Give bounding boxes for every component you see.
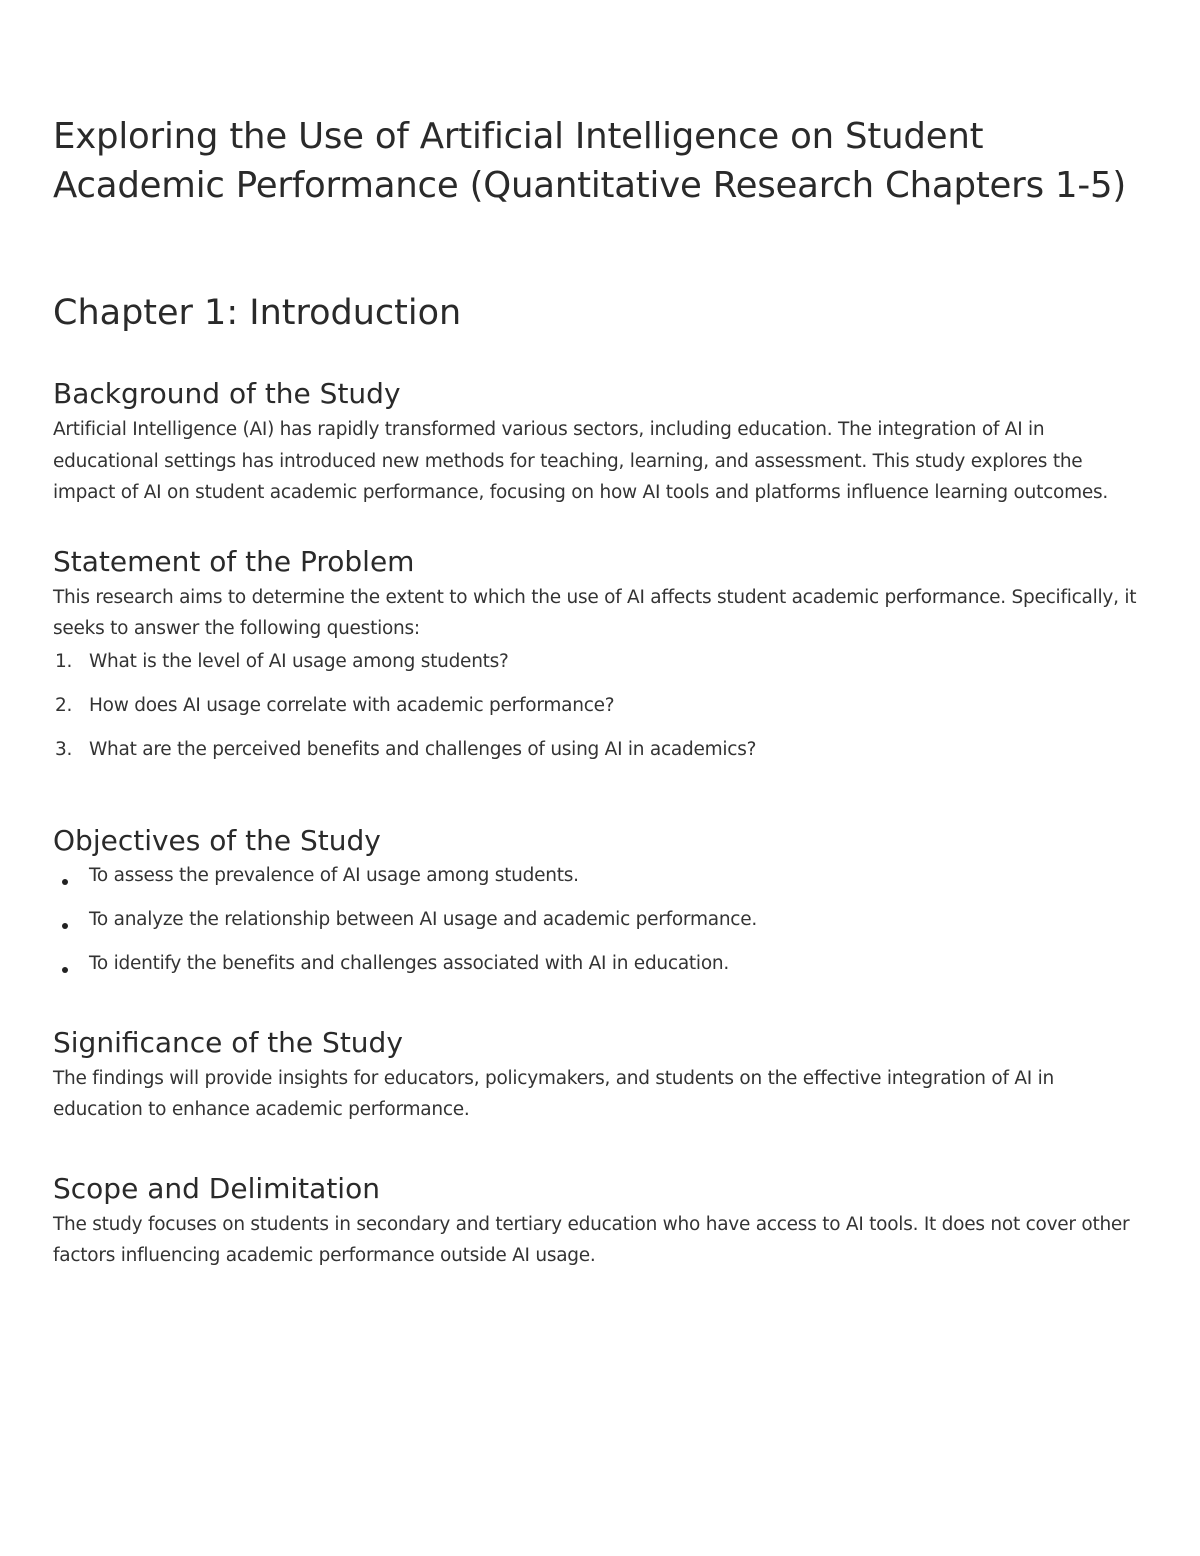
section-objectives	[53, 821, 1148, 977]
list-item-text: What are the perceived benefits and challenges of using AI in academics?	[89, 738, 757, 760]
section-background	[53, 374, 1148, 509]
section-text-scope: The study focuses on students in secondary and tertiary education who have access to AI tools. It does not cover other factors influencing academic performance outside AI usage.	[53, 1213, 1130, 1266]
section-heading-objectives: Objectives of the Study	[53, 823, 381, 857]
bullet-icon	[62, 923, 68, 929]
list-item	[53, 906, 1148, 933]
document-title: Exploring the Use of Artificial Intelligence on Student Academic Performance (Quantitative Research Chapters 1-5)	[53, 116, 1126, 206]
section-problem	[53, 542, 1148, 763]
list-item-text: To assess the prevalence of AI usage among students.	[89, 864, 579, 886]
list-number: 2.	[55, 694, 73, 716]
section-text-significance: The findings will provide insights for educators, policymakers, and students on the effective integration of AI in education to enhance academic performance.	[53, 1067, 1054, 1120]
section-heading-significance: Significance of the Study	[53, 1025, 403, 1059]
list-item-text: How does AI usage correlate with academic performance?	[89, 694, 615, 716]
list-number: 1.	[55, 650, 73, 672]
research-questions-list	[53, 648, 1148, 763]
bullet-icon	[62, 967, 68, 973]
list-number: 3.	[55, 738, 73, 760]
list-item-text: What is the level of AI usage among students?	[89, 650, 509, 672]
objectives-list	[53, 862, 1148, 977]
document-body	[53, 112, 1148, 1272]
list-item	[53, 692, 1148, 719]
list-item	[53, 862, 1148, 889]
section-text-background: Artificial Intelligence (AI) has rapidly transformed various sectors, including education. The integration of AI in educational settings has introduced new methods for teaching, learning, and assessment. This study explores the impact of AI on student academic performance, focusing on how AI tools and platforms influence learning outcomes.	[53, 419, 1108, 503]
bullet-icon	[62, 879, 68, 885]
list-item	[53, 648, 1148, 675]
section-heading-background: Background of the Study	[53, 377, 401, 410]
section-significance	[53, 1023, 1148, 1126]
list-item-text: To analyze the relationship between AI usage and academic performance.	[89, 908, 757, 930]
section-scope	[53, 1169, 1148, 1272]
list-item-text: To identify the benefits and challenges associated with AI in education.	[89, 952, 729, 974]
section-heading-scope: Scope and Delimitation	[53, 1171, 380, 1205]
list-item	[53, 736, 1148, 763]
chapter-heading: Chapter 1: Introduction	[53, 293, 462, 333]
section-heading-problem: Statement of the Problem	[53, 544, 415, 578]
section-text-problem: This research aims to determine the extent to which the use of AI affects student academic performance. Specifically, it seeks to answer the following questions:	[53, 586, 1137, 639]
list-item	[53, 950, 1148, 977]
